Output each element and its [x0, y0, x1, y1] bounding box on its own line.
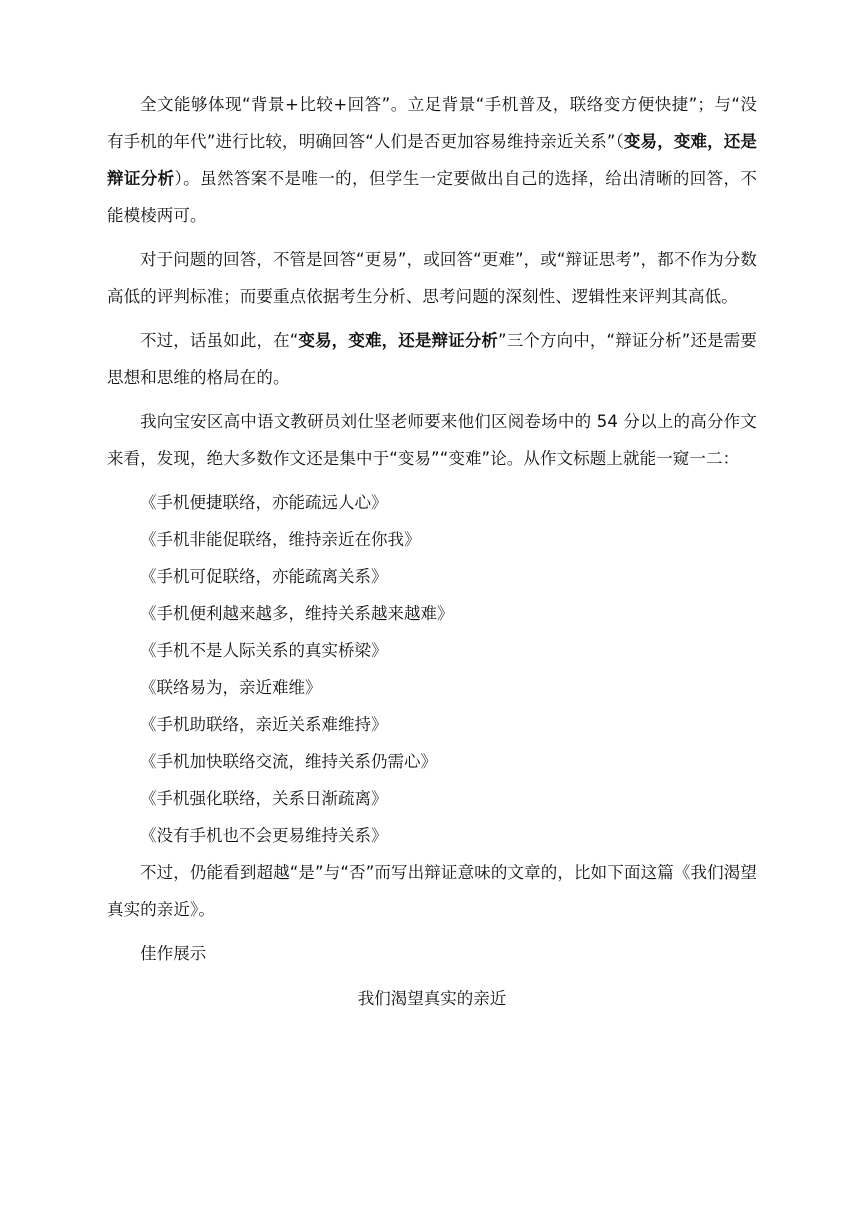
essay-title-item: 《联络易为，亲近难维》 [140, 678, 322, 697]
paragraph-3 [107, 322, 757, 396]
essay-title-item: 《手机便利越来越多，维持关系越来越难》 [140, 604, 454, 623]
section-label: 佳作展示 [140, 944, 207, 963]
paragraph-2: 对于问题的回答，不管是回答“更易”，或回答“更难”，或“辩证思考”，都不作为分数高低的评判标准；而要重点依据考生分析、思考问题的深刻性、逻辑性来评判其高低。 [107, 250, 757, 306]
paragraph-3-text-a: 不过，话虽如此，在“ [140, 331, 299, 350]
paragraph-1-text-a: 全文能够体现“背景+比较+回答”。立足背景“手机普及，联络变方便快捷”；与“没有手机的年代”进行比较，明确回答“人们是否更加容易维持亲近关系”（ [107, 95, 757, 151]
document-body [107, 86, 757, 1017]
essay-title-item: 《手机加快联络交流，维持关系仍需心》 [140, 752, 437, 771]
paragraph-5: 不过，仍能看到超越“是”与“否”而写出辩证意味的文章的，比如下面这篇《我们渴望真实的亲近》。 [107, 863, 757, 919]
essay-title-item: 《没有手机也不会更易维持关系》 [140, 826, 388, 845]
paragraph-1-bold: 变易，变难，还是辩证分析 [107, 132, 757, 188]
essay-title-item: 《手机非能促联络，维持亲近在你我》 [140, 530, 421, 549]
essay-title-list [107, 484, 757, 854]
paragraph-4: 我向宝安区高中语文教研员刘仕坚老师要来他们区阅卷场中的 54 分以上的高分作文来看，发现，绝大多数作文还是集中于“变易”“变难”论。从作文标题上就能一窥一二： [107, 412, 757, 468]
essay-title-item: 《手机便捷联络，亦能疏远人心》 [140, 493, 388, 512]
paragraph-1-text-b: ）。虽然答案不是唯一的，但学生一定要做出自己的选择，给出清晰的回答，不能模棱两可。 [107, 169, 757, 225]
paragraph-1 [107, 86, 757, 234]
paragraph-3-text-b: ”三个方向中，“辩证分析”还是需要思想和思维的格局在的。 [107, 331, 757, 387]
essay-title: 我们渴望真实的亲近 [357, 989, 507, 1008]
essay-title-item: 《手机助联络，亲近关系难维持》 [140, 715, 388, 734]
essay-title-item: 《手机不是人际关系的真实桥梁》 [140, 641, 388, 660]
essay-title-item: 《手机可促联络，亦能疏离关系》 [140, 567, 388, 586]
essay-title-item: 《手机强化联络，关系日渐疏离》 [140, 789, 388, 808]
paragraph-3-bold: 变易，变难，还是辩证分析 [298, 331, 499, 350]
